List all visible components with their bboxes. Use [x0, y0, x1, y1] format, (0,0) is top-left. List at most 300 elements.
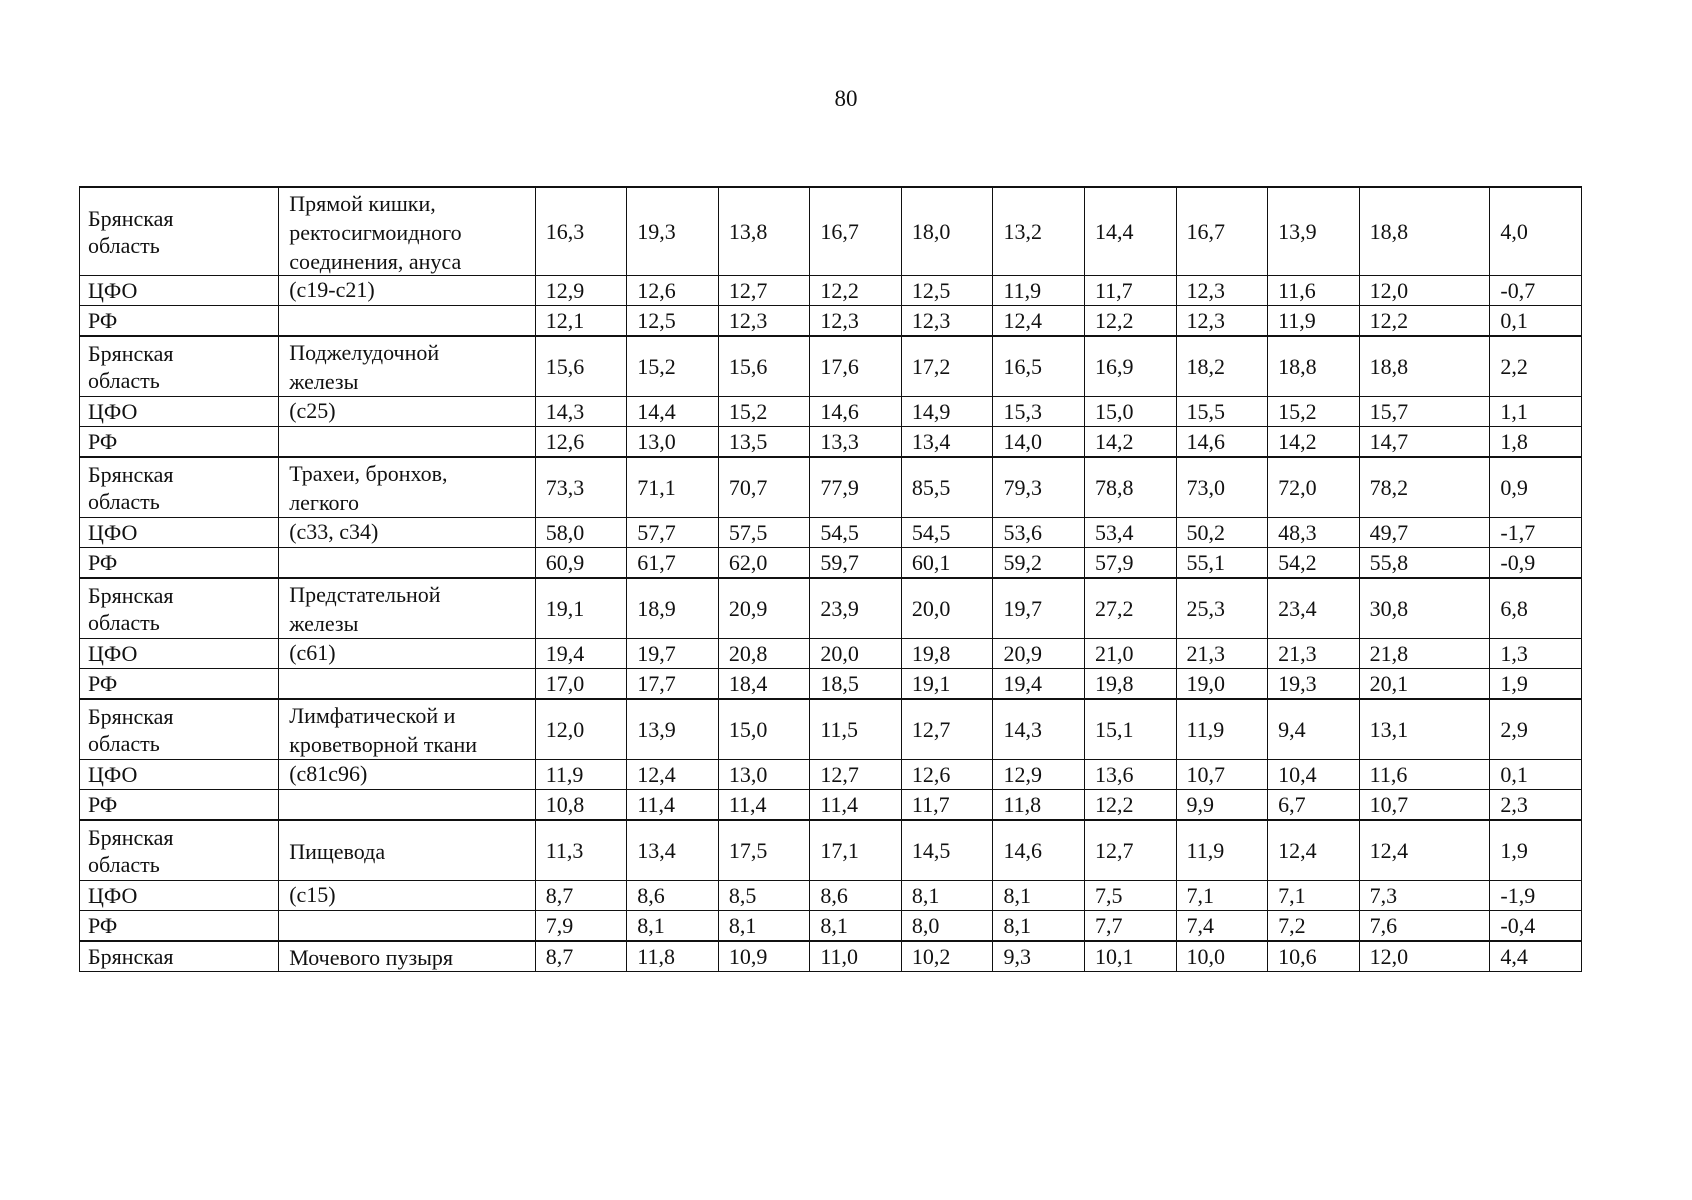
- site-cell: [279, 187, 536, 276]
- region-label: ЦФО: [88, 399, 138, 424]
- value-cell: 15,2: [627, 336, 719, 397]
- value-cell: 8,1: [993, 911, 1085, 942]
- value-cell: 18,4: [718, 669, 810, 700]
- value-cell: 77,9: [810, 457, 902, 518]
- value-cell: 12,2: [1085, 306, 1177, 337]
- region-label: РФ: [88, 792, 118, 817]
- region-label: Брянская: [88, 944, 174, 969]
- region-cell: [80, 911, 279, 942]
- value-cell: 11,8: [993, 790, 1085, 821]
- value-cell: 19,1: [535, 578, 627, 639]
- value-cell: 15,2: [1268, 397, 1360, 427]
- incidence-table: [79, 186, 1582, 972]
- value-cell: 8,1: [901, 881, 993, 911]
- value-cell: 8,6: [627, 881, 719, 911]
- change-cell: 1,1: [1490, 397, 1582, 427]
- value-cell: 85,5: [901, 457, 993, 518]
- site-cell: [279, 669, 536, 700]
- value-cell: 20,1: [1359, 669, 1490, 700]
- value-cell: 53,6: [993, 518, 1085, 548]
- value-cell: 11,4: [718, 790, 810, 821]
- site-code: (с19-с21): [289, 277, 375, 302]
- region-cell: [80, 427, 279, 458]
- value-cell: 8,1: [810, 911, 902, 942]
- value-cell: 10,9: [718, 941, 810, 972]
- value-cell: 12,4: [627, 760, 719, 790]
- value-cell: 8,6: [810, 881, 902, 911]
- site-name: Трахеи, бронхов,: [289, 461, 448, 486]
- value-cell: 30,8: [1359, 578, 1490, 639]
- site-cell: [279, 518, 536, 548]
- value-cell: 11,6: [1359, 760, 1490, 790]
- value-cell: 18,0: [901, 187, 993, 276]
- value-cell: 18,8: [1268, 336, 1360, 397]
- value-cell: 14,9: [901, 397, 993, 427]
- change-cell: 2,3: [1490, 790, 1582, 821]
- change-cell: 1,8: [1490, 427, 1582, 458]
- value-cell: 19,8: [1085, 669, 1177, 700]
- value-cell: 10,4: [1268, 760, 1360, 790]
- value-cell: 20,8: [718, 639, 810, 669]
- value-cell: 16,7: [810, 187, 902, 276]
- region-label: ЦФО: [88, 641, 138, 666]
- value-cell: 59,7: [810, 548, 902, 579]
- value-cell: 17,7: [627, 669, 719, 700]
- value-cell: 54,5: [810, 518, 902, 548]
- region-label: область: [88, 851, 160, 877]
- change-cell: 4,4: [1490, 941, 1582, 972]
- site-cell: [279, 790, 536, 821]
- site-cell: [279, 820, 536, 881]
- change-cell: 1,9: [1490, 820, 1582, 881]
- site-name: Пищевода: [289, 839, 386, 864]
- value-cell: 8,7: [535, 881, 627, 911]
- value-cell: 61,7: [627, 548, 719, 579]
- value-cell: 14,6: [810, 397, 902, 427]
- change-cell: 0,1: [1490, 760, 1582, 790]
- region-label: РФ: [88, 429, 118, 454]
- value-cell: 7,1: [1176, 881, 1268, 911]
- change-cell: 6,8: [1490, 578, 1582, 639]
- region-label: ЦФО: [88, 278, 138, 303]
- value-cell: 15,2: [718, 397, 810, 427]
- region-cell: [80, 790, 279, 821]
- region-label: Брянская: [88, 205, 174, 231]
- region-label: Брянская: [88, 340, 174, 366]
- value-cell: 8,7: [535, 941, 627, 972]
- region-label: ЦФО: [88, 520, 138, 545]
- value-cell: 18,8: [1359, 187, 1490, 276]
- table-row: [80, 578, 1582, 639]
- value-cell: 19,8: [901, 639, 993, 669]
- value-cell: 15,0: [1085, 397, 1177, 427]
- value-cell: 53,4: [1085, 518, 1177, 548]
- value-cell: 49,7: [1359, 518, 1490, 548]
- value-cell: 17,6: [810, 336, 902, 397]
- value-cell: 19,7: [993, 578, 1085, 639]
- table-row: [80, 790, 1582, 821]
- change-cell: 2,9: [1490, 699, 1582, 760]
- value-cell: 7,1: [1268, 881, 1360, 911]
- value-cell: 20,9: [718, 578, 810, 639]
- table-row: [80, 427, 1582, 458]
- value-cell: 19,1: [901, 669, 993, 700]
- value-cell: 7,6: [1359, 911, 1490, 942]
- value-cell: 7,7: [1085, 911, 1177, 942]
- value-cell: 60,9: [535, 548, 627, 579]
- value-cell: 21,3: [1176, 639, 1268, 669]
- value-cell: 12,7: [901, 699, 993, 760]
- value-cell: 16,5: [993, 336, 1085, 397]
- value-cell: 14,6: [993, 820, 1085, 881]
- value-cell: 13,3: [810, 427, 902, 458]
- change-cell: 0,1: [1490, 306, 1582, 337]
- value-cell: 10,7: [1176, 760, 1268, 790]
- site-cell: [279, 427, 536, 458]
- value-cell: 55,1: [1176, 548, 1268, 579]
- table-row: [80, 336, 1582, 397]
- site-cell: [279, 760, 536, 790]
- region-label: РФ: [88, 913, 118, 938]
- value-cell: 14,2: [1268, 427, 1360, 458]
- table-row: [80, 276, 1582, 306]
- value-cell: 11,9: [993, 276, 1085, 306]
- table-row: [80, 518, 1582, 548]
- site-cell: [279, 457, 536, 518]
- value-cell: 11,9: [1176, 820, 1268, 881]
- site-name: железы: [289, 611, 359, 636]
- site-code: (с61): [289, 640, 336, 665]
- value-cell: 12,6: [627, 276, 719, 306]
- region-cell: [80, 457, 279, 518]
- value-cell: 11,6: [1268, 276, 1360, 306]
- value-cell: 72,0: [1268, 457, 1360, 518]
- value-cell: 12,4: [1359, 820, 1490, 881]
- value-cell: 59,2: [993, 548, 1085, 579]
- value-cell: 19,3: [1268, 669, 1360, 700]
- value-cell: 12,0: [1359, 276, 1490, 306]
- value-cell: 13,9: [627, 699, 719, 760]
- value-cell: 70,7: [718, 457, 810, 518]
- value-cell: 13,9: [1268, 187, 1360, 276]
- value-cell: 25,3: [1176, 578, 1268, 639]
- value-cell: 11,3: [535, 820, 627, 881]
- value-cell: 48,3: [1268, 518, 1360, 548]
- table-row: [80, 187, 1582, 276]
- change-cell: 1,3: [1490, 639, 1582, 669]
- value-cell: 12,5: [901, 276, 993, 306]
- site-name: Мочевого пузыря: [289, 945, 454, 970]
- value-cell: 12,1: [535, 306, 627, 337]
- value-cell: 13,4: [901, 427, 993, 458]
- value-cell: 14,6: [1176, 427, 1268, 458]
- value-cell: 11,7: [1085, 276, 1177, 306]
- value-cell: 13,1: [1359, 699, 1490, 760]
- value-cell: 7,2: [1268, 911, 1360, 942]
- value-cell: 15,1: [1085, 699, 1177, 760]
- region-label: область: [88, 488, 160, 514]
- value-cell: 13,0: [718, 760, 810, 790]
- region-cell: [80, 760, 279, 790]
- site-cell: [279, 699, 536, 760]
- table-row: [80, 699, 1582, 760]
- value-cell: 55,8: [1359, 548, 1490, 579]
- site-name: Лимфатической и: [289, 703, 456, 728]
- site-name: кроветворной ткани: [289, 732, 478, 757]
- value-cell: 9,4: [1268, 699, 1360, 760]
- table-row: [80, 669, 1582, 700]
- change-cell: -0,9: [1490, 548, 1582, 579]
- change-cell: -0,4: [1490, 911, 1582, 942]
- value-cell: 14,5: [901, 820, 993, 881]
- site-code: (с81с96): [289, 761, 368, 786]
- value-cell: 21,0: [1085, 639, 1177, 669]
- site-name: Прямой кишки,: [289, 191, 436, 216]
- value-cell: 71,1: [627, 457, 719, 518]
- value-cell: 20,0: [901, 578, 993, 639]
- site-name: соединения, ануса: [289, 249, 462, 274]
- value-cell: 15,3: [993, 397, 1085, 427]
- value-cell: 17,0: [535, 669, 627, 700]
- site-code: (с15): [289, 882, 336, 907]
- value-cell: 23,4: [1268, 578, 1360, 639]
- site-name: железы: [289, 369, 359, 394]
- value-cell: 7,9: [535, 911, 627, 942]
- value-cell: 11,4: [810, 790, 902, 821]
- value-cell: 8,1: [993, 881, 1085, 911]
- value-cell: 11,4: [627, 790, 719, 821]
- table-body: [80, 187, 1582, 972]
- value-cell: 10,7: [1359, 790, 1490, 821]
- value-cell: 20,9: [993, 639, 1085, 669]
- value-cell: 8,1: [718, 911, 810, 942]
- value-cell: 19,7: [627, 639, 719, 669]
- value-cell: 14,4: [627, 397, 719, 427]
- value-cell: 13,5: [718, 427, 810, 458]
- region-label: Брянская: [88, 703, 174, 729]
- value-cell: 18,8: [1359, 336, 1490, 397]
- site-cell: [279, 911, 536, 942]
- site-cell: [279, 397, 536, 427]
- value-cell: 17,1: [810, 820, 902, 881]
- value-cell: 14,0: [993, 427, 1085, 458]
- value-cell: 78,8: [1085, 457, 1177, 518]
- region-label: РФ: [88, 308, 118, 333]
- site-cell: [279, 548, 536, 579]
- region-cell: [80, 336, 279, 397]
- region-cell: [80, 548, 279, 579]
- value-cell: 12,4: [993, 306, 1085, 337]
- region-label: Брянская: [88, 824, 174, 850]
- value-cell: 12,2: [810, 276, 902, 306]
- value-cell: 19,0: [1176, 669, 1268, 700]
- value-cell: 12,7: [1085, 820, 1177, 881]
- region-cell: [80, 881, 279, 911]
- value-cell: 12,3: [718, 306, 810, 337]
- value-cell: 73,3: [535, 457, 627, 518]
- site-cell: [279, 306, 536, 337]
- site-name: Поджелудочной: [289, 340, 440, 365]
- region-cell: [80, 518, 279, 548]
- value-cell: 73,0: [1176, 457, 1268, 518]
- region-cell: [80, 187, 279, 276]
- region-cell: [80, 276, 279, 306]
- value-cell: 18,9: [627, 578, 719, 639]
- site-name: легкого: [289, 490, 360, 515]
- table-row: [80, 941, 1582, 972]
- value-cell: 15,6: [718, 336, 810, 397]
- region-label: область: [88, 367, 160, 393]
- change-cell: 0,9: [1490, 457, 1582, 518]
- region-label: РФ: [88, 671, 118, 696]
- value-cell: 11,8: [627, 941, 719, 972]
- region-cell: [80, 306, 279, 337]
- site-cell: [279, 578, 536, 639]
- change-cell: 2,2: [1490, 336, 1582, 397]
- site-name: ректосигмоидного: [289, 220, 462, 245]
- value-cell: 12,5: [627, 306, 719, 337]
- value-cell: 20,0: [810, 639, 902, 669]
- value-cell: 15,0: [718, 699, 810, 760]
- change-cell: -0,7: [1490, 276, 1582, 306]
- value-cell: 62,0: [718, 548, 810, 579]
- value-cell: 10,0: [1176, 941, 1268, 972]
- region-label: область: [88, 609, 160, 635]
- value-cell: 78,2: [1359, 457, 1490, 518]
- value-cell: 12,0: [1359, 941, 1490, 972]
- value-cell: 23,9: [810, 578, 902, 639]
- value-cell: 12,9: [993, 760, 1085, 790]
- value-cell: 10,6: [1268, 941, 1360, 972]
- value-cell: 19,4: [535, 639, 627, 669]
- value-cell: 58,0: [535, 518, 627, 548]
- table-row: [80, 911, 1582, 942]
- value-cell: 8,0: [901, 911, 993, 942]
- value-cell: 19,3: [627, 187, 719, 276]
- site-cell: [279, 336, 536, 397]
- site-code: (с33, с34): [289, 519, 379, 544]
- value-cell: 11,9: [1176, 699, 1268, 760]
- table-row: [80, 397, 1582, 427]
- value-cell: 12,2: [1085, 790, 1177, 821]
- site-name: Предстательной: [289, 582, 441, 607]
- value-cell: 27,2: [1085, 578, 1177, 639]
- value-cell: 14,3: [993, 699, 1085, 760]
- value-cell: 57,5: [718, 518, 810, 548]
- value-cell: 14,4: [1085, 187, 1177, 276]
- value-cell: 21,8: [1359, 639, 1490, 669]
- value-cell: 11,7: [901, 790, 993, 821]
- value-cell: 12,3: [810, 306, 902, 337]
- region-label: Брянская: [88, 461, 174, 487]
- region-cell: [80, 669, 279, 700]
- value-cell: 60,1: [901, 548, 993, 579]
- value-cell: 10,1: [1085, 941, 1177, 972]
- site-cell: [279, 881, 536, 911]
- region-label: РФ: [88, 550, 118, 575]
- region-cell: [80, 397, 279, 427]
- region-cell: [80, 699, 279, 760]
- value-cell: 15,6: [535, 336, 627, 397]
- value-cell: 12,6: [535, 427, 627, 458]
- region-cell: [80, 639, 279, 669]
- value-cell: 14,7: [1359, 427, 1490, 458]
- site-code: (с25): [289, 398, 336, 423]
- value-cell: 11,5: [810, 699, 902, 760]
- value-cell: 12,6: [901, 760, 993, 790]
- value-cell: 6,7: [1268, 790, 1360, 821]
- value-cell: 8,5: [718, 881, 810, 911]
- value-cell: 11,0: [810, 941, 902, 972]
- table-row: [80, 457, 1582, 518]
- value-cell: 12,7: [718, 276, 810, 306]
- value-cell: 8,1: [627, 911, 719, 942]
- value-cell: 57,9: [1085, 548, 1177, 579]
- value-cell: 16,7: [1176, 187, 1268, 276]
- value-cell: 15,5: [1176, 397, 1268, 427]
- value-cell: 12,9: [535, 276, 627, 306]
- value-cell: 11,9: [535, 760, 627, 790]
- site-cell: [279, 941, 536, 972]
- value-cell: 12,7: [810, 760, 902, 790]
- value-cell: 7,4: [1176, 911, 1268, 942]
- value-cell: 12,3: [1176, 306, 1268, 337]
- value-cell: 13,6: [1085, 760, 1177, 790]
- region-cell: [80, 578, 279, 639]
- region-label: область: [88, 730, 160, 756]
- value-cell: 79,3: [993, 457, 1085, 518]
- site-cell: [279, 276, 536, 306]
- value-cell: 12,2: [1359, 306, 1490, 337]
- value-cell: 7,5: [1085, 881, 1177, 911]
- region-label: Брянская: [88, 582, 174, 608]
- value-cell: 57,7: [627, 518, 719, 548]
- change-cell: -1,9: [1490, 881, 1582, 911]
- value-cell: 12,3: [1176, 276, 1268, 306]
- value-cell: 16,9: [1085, 336, 1177, 397]
- change-cell: 1,9: [1490, 669, 1582, 700]
- region-label: область: [88, 232, 160, 258]
- value-cell: 17,2: [901, 336, 993, 397]
- value-cell: 15,7: [1359, 397, 1490, 427]
- value-cell: 13,8: [718, 187, 810, 276]
- table-row: [80, 760, 1582, 790]
- value-cell: 13,4: [627, 820, 719, 881]
- table-row: [80, 548, 1582, 579]
- value-cell: 9,3: [993, 941, 1085, 972]
- value-cell: 10,2: [901, 941, 993, 972]
- value-cell: 54,2: [1268, 548, 1360, 579]
- region-cell: [80, 941, 279, 972]
- change-cell: -1,7: [1490, 518, 1582, 548]
- region-label: ЦФО: [88, 883, 138, 908]
- value-cell: 13,2: [993, 187, 1085, 276]
- site-cell: [279, 639, 536, 669]
- region-cell: [80, 820, 279, 881]
- region-label: ЦФО: [88, 762, 138, 787]
- value-cell: 18,2: [1176, 336, 1268, 397]
- value-cell: 17,5: [718, 820, 810, 881]
- value-cell: 11,9: [1268, 306, 1360, 337]
- value-cell: 14,3: [535, 397, 627, 427]
- value-cell: 12,4: [1268, 820, 1360, 881]
- value-cell: 18,5: [810, 669, 902, 700]
- value-cell: 13,0: [627, 427, 719, 458]
- value-cell: 10,8: [535, 790, 627, 821]
- change-cell: 4,0: [1490, 187, 1582, 276]
- table-row: [80, 639, 1582, 669]
- value-cell: 16,3: [535, 187, 627, 276]
